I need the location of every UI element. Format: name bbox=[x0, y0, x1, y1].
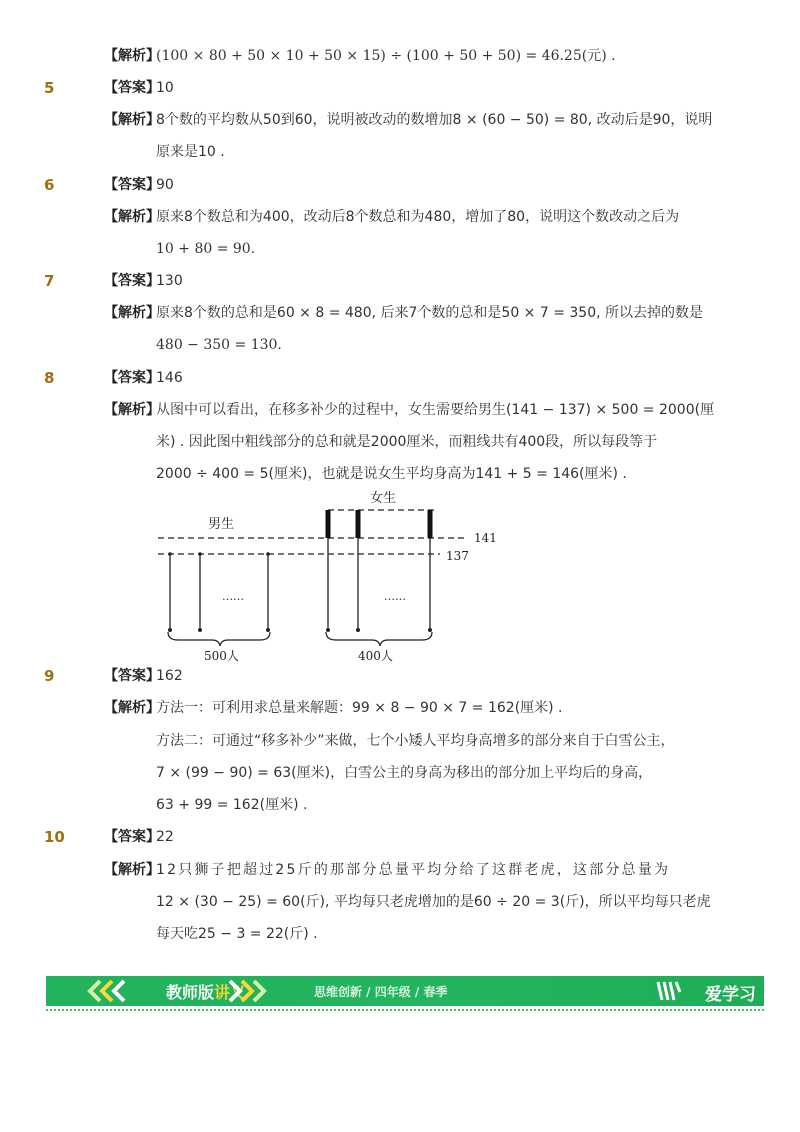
boys-count: 500人 bbox=[204, 649, 239, 663]
boy-pole-base bbox=[168, 628, 172, 632]
footer-title-main: 教师版 bbox=[166, 983, 215, 1002]
boy-pole-top bbox=[198, 552, 202, 556]
question-number: 9 bbox=[44, 667, 55, 685]
q8-analysis-line: 米) . 因此图中粗线部分的总和就是2000厘米，而粗线共有400段，所以每段等于 bbox=[156, 434, 658, 450]
girls-count: 400人 bbox=[358, 649, 393, 663]
question-number: 7 bbox=[44, 272, 55, 290]
q7-answer: 130 bbox=[156, 273, 183, 289]
answer-label: 【答案】 bbox=[104, 668, 160, 684]
answer-label: 【答案】 bbox=[104, 80, 160, 96]
girl-pole-base bbox=[356, 628, 360, 632]
q8-analysis-line: 2000 ÷ 400 = 5(厘米)，也就是说女生平均身高为141 + 5 = 146(厘米) . bbox=[156, 466, 627, 482]
q5-analysis-line: 原来是10 . bbox=[156, 144, 225, 160]
q6-analysis-line: 原来8个数总和为400，改动后8个数总和为480，增加了80，说明这个数改动之后为 bbox=[156, 209, 680, 225]
q4-analysis: (100 × 80 + 50 × 10 + 50 × 15) ÷ (100 + 50 + 50) = 46.25(元) . bbox=[156, 48, 616, 64]
question-number: 10 bbox=[44, 828, 65, 846]
q5-analysis-line: 8个数的平均数从50到60，说明被改动的数增加8 × (60 − 50) = 80, 改动后是90，说明 bbox=[156, 112, 713, 128]
level-141: 141 bbox=[474, 531, 497, 545]
analysis-label: 【解析】 bbox=[104, 862, 160, 878]
girl-excess-bar bbox=[428, 510, 433, 538]
girls-ellipsis: …… bbox=[384, 590, 406, 603]
girl-pole-base bbox=[428, 628, 432, 632]
question-number: 6 bbox=[44, 176, 55, 194]
answer-label: 【答案】 bbox=[104, 829, 160, 845]
question-number: 8 bbox=[44, 369, 55, 387]
analysis-label: 【解析】 bbox=[104, 209, 160, 225]
q10-analysis-line: 12只狮子把超过25斤的那部分总量平均分给了这群老虎，这部分总量为 bbox=[156, 862, 671, 878]
q9-analysis-line: 方法二：可通过“移多补少”来做，七个小矮人平均身高增多的部分来自于白雪公主， bbox=[156, 733, 675, 749]
girl-excess-bar bbox=[356, 510, 361, 538]
boys-brace bbox=[168, 632, 270, 646]
q9-analysis-line: 7 × (99 − 90) = 63(厘米)，白雪公主的身高为移出的部分加上平均后的身高， bbox=[156, 765, 653, 781]
answer-label: 【答案】 bbox=[104, 370, 160, 386]
analysis-label: 【解析】 bbox=[104, 48, 160, 64]
boy-pole-base bbox=[266, 628, 270, 632]
question-number: 5 bbox=[44, 79, 55, 97]
q6-analysis-line: 10 + 80 = 90. bbox=[156, 241, 256, 257]
q10-analysis-line: 12 × (30 − 25) = 60(斤), 平均每只老虎增加的是60 ÷ 20 = 3(斤)，所以平均每只老虎 bbox=[156, 894, 711, 910]
boys-ellipsis: …… bbox=[222, 590, 244, 603]
girls-label: 女生 bbox=[370, 491, 397, 506]
q9-analysis-line: 63 + 99 = 162(厘米) . bbox=[156, 797, 308, 813]
answer-label: 【答案】 bbox=[104, 273, 160, 289]
footer-banner bbox=[46, 976, 764, 1006]
q9-answer: 162 bbox=[156, 668, 183, 684]
answer-label: 【答案】 bbox=[104, 177, 160, 193]
brand-name: 爱学习 bbox=[705, 985, 756, 1005]
q7-analysis-line: 原来8个数的总和是60 × 8 = 480, 后来7个数的总和是50 × 7 = 350, 所以去掉的数是 bbox=[156, 305, 704, 321]
q9-analysis-line: 方法一：可利用求总量来解题：99 × 8 − 90 × 7 = 162(厘米) . bbox=[156, 700, 563, 716]
level-137: 137 bbox=[446, 549, 469, 563]
brand-logo-icon bbox=[656, 980, 682, 1002]
girls-brace bbox=[326, 632, 432, 646]
q8-answer: 146 bbox=[156, 370, 183, 386]
q7-analysis-line: 480 − 350 = 130. bbox=[156, 337, 282, 353]
boys-label: 男生 bbox=[208, 517, 235, 532]
boy-pole-top bbox=[266, 552, 270, 556]
height-diagram bbox=[150, 488, 510, 664]
boy-pole-top bbox=[168, 552, 172, 556]
footer-subtitle: 思维创新 / 四年级 / 春季 bbox=[314, 985, 448, 999]
left-chevrons-icon bbox=[86, 979, 158, 1003]
q10-analysis-line: 每天吃25 − 3 = 22(斤) . bbox=[156, 926, 318, 942]
q8-analysis-line: 从图中可以看出，在移多补少的过程中，女生需要给男生(141 − 137) × 500 = 2000(厘 bbox=[156, 402, 715, 418]
analysis-label: 【解析】 bbox=[104, 402, 160, 418]
footer-title-accent: 讲义 bbox=[214, 983, 247, 1002]
right-chevrons-icon bbox=[224, 979, 284, 1003]
footer-dotted-divider bbox=[46, 1009, 764, 1011]
girl-excess-bar bbox=[326, 510, 331, 538]
girl-pole-base bbox=[326, 628, 330, 632]
analysis-label: 【解析】 bbox=[104, 112, 160, 128]
q6-answer: 90 bbox=[156, 177, 174, 193]
q10-answer: 22 bbox=[156, 829, 174, 845]
analysis-label: 【解析】 bbox=[104, 305, 160, 321]
boy-pole-base bbox=[198, 628, 202, 632]
q5-answer: 10 bbox=[156, 80, 174, 96]
analysis-label: 【解析】 bbox=[104, 700, 160, 716]
